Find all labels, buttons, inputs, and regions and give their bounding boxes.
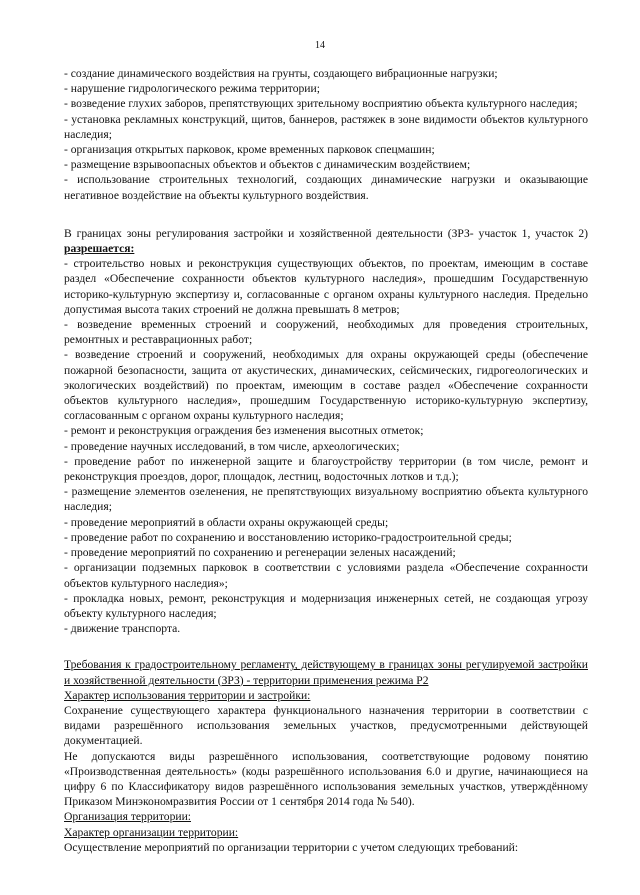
list-item: - возведение глухих заборов, препятствующих зрительному восприятию объекта культурного наследия; (64, 97, 578, 111)
list-item: - возведение строений и сооружений, необходимых для охраны окружающей среды (обеспечение пожарной безопасности, защита от акустических, динамических, сейсмических, гидрогеологических и экологических воздействий) по проектам, имеющим в составе раздел «Обеспечение сохранности объектов культурного наследия», прошедшим Государственную историко-культурную экспертизу, согласованным с органом охраны культурного наследия; (64, 348, 588, 423)
list-item: - проведение работ по сохранению и восстановлению историко-градостроительной среды; (64, 530, 512, 544)
document-body (64, 66, 588, 855)
list-item: - создание динамического воздействия на грунты, создающего вибрационные нагрузки; (64, 67, 498, 80)
list-item: - проведение работ по инженерной защите и благоустройству территории (в том числе, ремонт и реконструкция проездов, дорог, площадок, лестниц, водосточных лотков и т.д.); (64, 454, 588, 484)
list-item: - проведение научных исследований, в том числе, археологических; (64, 439, 400, 453)
subheading-organization-character: Характер организации территории: (64, 825, 239, 839)
list-item: - нарушение гидрологического режима территории; (64, 82, 320, 96)
list-item: - организация открытых парковок, кроме временных парковок спецмашин; (64, 143, 435, 157)
list-item: - проведение мероприятий по сохранению и регенерации зеленых насаждений; (64, 546, 456, 560)
permitted-intro-text: В границах зоны регулирования застройки и хозяйственной деятельности (ЗРЗ- участок 1, участок 2) (64, 226, 588, 240)
list-item: - ремонт и реконструкция ограждения без изменения высотных отметок; (64, 424, 424, 438)
subheading-usage: Характер использования территории и застройки: (64, 688, 311, 702)
list-item: - установка рекламных конструкций, щитов, баннеров, растяжек в зоне видимости объектов культурного наследия; (64, 112, 588, 141)
section-heading: Требования к градостроительному регламенту, действующему в границах зоны регулируемой застройки и хозяйственной деятельности (ЗРЗ) - территории применения режима Р2 (64, 658, 588, 687)
subheading-organization: Организация территории: (64, 810, 191, 824)
list-item: - размещение взрывоопасных объектов и объектов с динамическим воздействием; (64, 158, 471, 172)
regulation-section (64, 657, 588, 855)
list-item: - проведение мероприятий в области охраны окружающей среды; (64, 515, 389, 529)
permitted-intro (64, 226, 588, 256)
list-item: - организации подземных парковок в соответствии с условиями раздела «Обеспечение сохранности объектов культурного наследия»; (64, 561, 588, 590)
list-item: - движение транспорта. (64, 622, 181, 636)
paragraph: Сохранение существующего характера функционального назначения территории в соответствии с видами разрешённого использования земельных участков, предусмотренными действующей документацией. (64, 703, 588, 748)
paragraph: Осуществление мероприятий по организации территории с учетом следующих требований: (64, 840, 519, 854)
permitted-section (64, 226, 588, 636)
paragraph: Не допускаются виды разрешённого использования, соответствующие родовому понятию «Производственная деятельность» (коды разрешённого использования 6.0 и другие, начинающиеся на цифру 6 по Классификатору видов разрешённого использования земельных участков, утверждённому Приказом Минэкономразвития России от 1 сентября 2014 года № 540). (64, 749, 588, 809)
restrictions-list (64, 66, 588, 203)
list-item: - размещение элементов озеленения, не препятствующих визуальному восприятию объекта культурного наследия; (64, 485, 588, 514)
list-item: - строительство новых и реконструкция существующих объектов, по проектам, имеющим в составе раздел «Обеспечение сохранности объектов культурного наследия», прошедшим Государственную историко-культурную экспертизу и, согласованные с органом охраны культурного наследия. Предельно допустимая высота таких строений не должна превышать 8 метров; (64, 257, 588, 316)
permitted-intro-bold: разрешается: (64, 242, 135, 256)
page-number: 14 (315, 40, 325, 51)
list-item: - использование строительных технологий, создающих динамические нагрузки и оказывающие негативное воздействие на объекты культурного воздействия. (64, 173, 588, 202)
list-item: - прокладка новых, ремонт, реконструкция и модернизация инженерных сетей, не создающая угрозу объекту культурного наследия; (64, 591, 588, 620)
list-item: - возведение временных строений и сооружений, необходимых для проведения строительных, ремонтных и реставрационных работ; (64, 318, 588, 347)
